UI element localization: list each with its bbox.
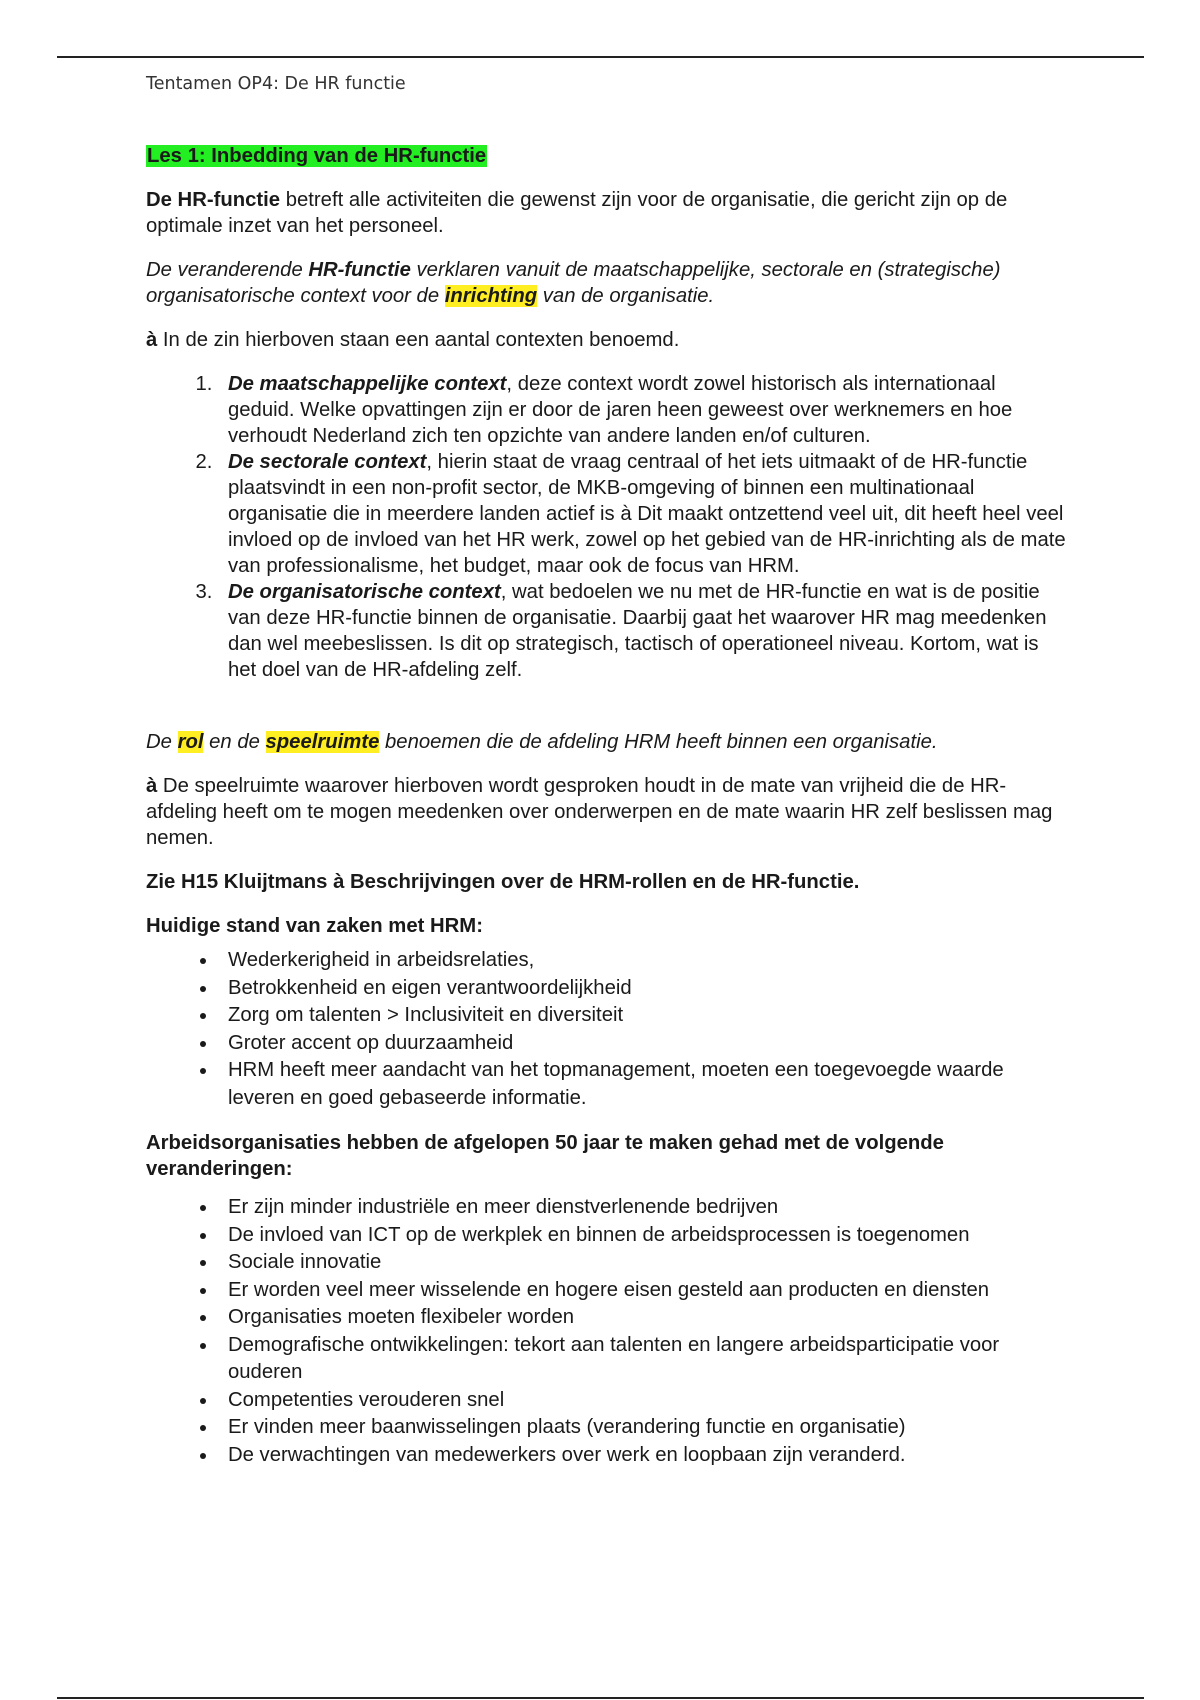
list-item: • HRM heeft meer aandacht van het topmanagement, moeten een toegevoegde waarde leveren en goed gebaseerde informatie. [218,1057,1066,1112]
goal2-highlight-rol: rol [177,731,204,753]
list-item: • Er zijn minder industriële en meer dienstverlenende bedrijven [218,1194,1066,1222]
arrow-icon: à [333,871,345,893]
list-item: • Groter accent op duurzaamheid [218,1030,1066,1058]
goal1-post: van de organisatie. [537,285,715,307]
list-item: • Wederkerigheid in arbeidsrelaties, [218,947,1066,975]
section-heading [146,143,1066,169]
list-item: • Er worden veel meer wisselende en hogere eisen gesteld aan producten en diensten [218,1277,1066,1305]
context-text: , deze context wordt zowel historisch als internationaal geduid. Welke opvattingen zijn er door de jaren heen geweest over werknemers en hoe verhoudt Nederland zich ten opzichte van andere landen en/of culturen. [228,373,1013,447]
arrow-icon: à [146,775,158,797]
list-item: • Demografische ontwikkelingen: tekort aan talenten en langere arbeidsparticipatie voor ouderen [218,1332,1066,1387]
list-item [218,579,1066,683]
context-text: , hierin staat de vraag centraal of het iets uitmaakt of de HR-functie plaatsvindt in een non-profit sector, de MKB-omgeving of binnen een multinationaal organisatie die in meerdere landen actief is à Dit maakt ontzettend veel uit, dit heeft heel veel invloed op de invloed van het HR werk, zowel op het gebied van de HR-inrichting als de mate van professionalisme, het budget, maar ook de focus van HRM. [228,451,1066,577]
context-text: , wat bedoelen we nu met de HR-functie en wat is de positie van deze HR-functie binnen de organisatie. Daarbij gaat het waarover HR mag meedenken dan wel meebeslissen. Is dit op strategisch, tactisch of operationeel niveau. Kortom, wat is het doel van de HR-afdeling zelf. [228,581,1047,681]
goal2-highlight-speelruimte: speelruimte [265,731,380,753]
goal1-pre: De veranderende [146,259,309,281]
definition-term: De HR-functie [146,189,281,211]
learning-goal-2 [146,729,1066,755]
list-item: • De invloed van ICT op de werkplek en binnen de arbeidsprocessen is toegenomen [218,1222,1066,1250]
list-item [218,371,1066,449]
reference-post: Beschrijvingen over de HRM-rollen en de HR-functie. [344,871,860,893]
contexts-intro-text: In de zin hierboven staan een aantal contexten benoemd. [157,329,680,351]
header-rule [57,56,1144,58]
learning-goal-1 [146,257,1066,309]
running-header: Tentamen OP4: De HR functie [146,74,406,94]
goal1-term: HR-functie [308,259,411,281]
list-item: • Zorg om talenten > Inclusiviteit en diversiteit [218,1002,1066,1030]
list-item [218,449,1066,579]
speelruimte-paragraph [146,773,1066,851]
context-term: De sectorale context [228,451,427,473]
definition-text: betreft alle activiteiten die gewenst zijn voor de organisatie, die gericht zijn op de optimale inzet van het personeel. [146,189,1008,237]
context-term: De organisatorische context [228,581,501,603]
context-term: De maatschappelijke context [228,373,507,395]
contexts-list [146,371,1066,683]
contexts-intro [146,327,1066,353]
list-item: • Sociale innovatie [218,1249,1066,1277]
reference-line [146,869,1066,895]
status-heading: Huidige stand van zaken met HRM: [146,915,483,937]
arrow-icon: à [146,329,158,351]
document-body [146,143,1066,1487]
definition-paragraph [146,187,1066,239]
section-heading-text: Les 1: Inbedding van de HR-functie [147,145,487,167]
list-item: • De verwachtingen van medewerkers over werk en loopbaan zijn veranderd. [218,1442,1066,1470]
list-item: • Organisaties moeten flexibeler worden [218,1304,1066,1332]
status-list [146,947,1066,1112]
spacer [146,711,1066,729]
goal1-highlight: inrichting [444,285,538,307]
list-item: • Competenties verouderen snel [218,1387,1066,1415]
goal2-pre: De [146,731,178,753]
goal2-mid: en de [203,731,266,753]
footer-rule [57,1697,1144,1699]
changes-heading: Arbeidsorganisaties hebben de afgelopen 50 jaar te maken gehad met de volgende veranderingen: [146,1132,944,1180]
changes-list [146,1194,1066,1469]
list-item: • Er vinden meer baanwisselingen plaats (verandering functie en organisatie) [218,1414,1066,1442]
speelruimte-text: De speelruimte waarover hierboven wordt gesproken houdt in de mate van vrijheid die de HR-afdeling heeft om te mogen meedenken over onderwerpen en de mate waarin HR zelf beslissen mag nemen. [146,775,1053,849]
reference-pre: Zie H15 Kluijtmans [146,871,334,893]
list-item: • Betrokkenheid en eigen verantwoordelijkheid [218,975,1066,1003]
goal1-mid: verklaren vanuit de maatschappelijke, sectorale en (strategische) organisatorische context voor de [146,259,1001,307]
goal2-post: benoemen die de afdeling HRM heeft binnen een organisatie. [379,731,938,753]
